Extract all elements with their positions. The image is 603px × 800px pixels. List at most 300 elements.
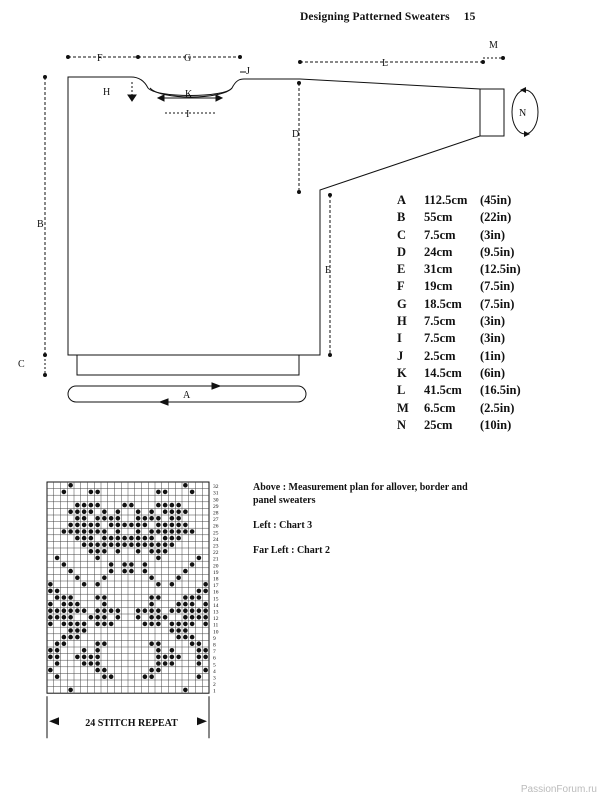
stitch-dot — [48, 608, 53, 613]
stitch-dot — [197, 674, 202, 679]
row-number: 17 — [213, 583, 219, 590]
stitch-dot — [75, 503, 80, 508]
stitch-dot — [136, 615, 141, 620]
stitch-dot — [149, 674, 154, 679]
stitch-dot — [55, 589, 60, 594]
stitch-dot — [102, 674, 107, 679]
stitch-dot — [68, 635, 73, 640]
label-M: M — [489, 40, 498, 51]
label-J: J — [246, 66, 250, 77]
stitch-dot — [203, 608, 208, 613]
stitch-dot — [203, 622, 208, 627]
legend-row: J 2.5cm (1in) — [397, 348, 505, 363]
caption-far-left: Far Left : Chart 2 — [253, 545, 331, 556]
caption-left: Left : Chart 3 — [253, 520, 313, 531]
stitch-dot — [197, 648, 202, 653]
stitch-dot — [136, 516, 141, 521]
stitch-dot — [62, 595, 67, 600]
stitch-dot — [82, 523, 87, 528]
stitch-dot — [163, 661, 168, 666]
stitch-dot — [102, 529, 107, 534]
stitch-dot — [156, 503, 161, 508]
stitch-dot — [109, 542, 114, 547]
stitch-dot — [203, 615, 208, 620]
stitch-dot — [55, 655, 60, 660]
stitch-dot — [197, 556, 202, 561]
stitch-dot — [68, 602, 73, 607]
stitch-dot — [170, 529, 175, 534]
stitch-dot — [136, 542, 141, 547]
legend-row: B 55cm (22in) — [397, 210, 512, 225]
stitch-dot — [82, 529, 87, 534]
stitch-dot — [163, 509, 168, 514]
stitch-dot — [75, 655, 80, 660]
stitch-dot — [82, 516, 87, 521]
stitch-dot — [102, 509, 107, 514]
stitch-dot — [48, 622, 53, 627]
stitch-dot — [109, 569, 114, 574]
stitch-dot — [62, 615, 67, 620]
stitch-dot — [176, 635, 181, 640]
stitch-dot — [170, 536, 175, 541]
stitch-dot — [122, 569, 127, 574]
stitch-dot — [122, 542, 127, 547]
stitch-dot — [183, 628, 188, 633]
stitch-dot — [95, 595, 100, 600]
row-number: 19 — [213, 569, 219, 576]
row-number: 9 — [213, 635, 216, 642]
stitch-dot — [129, 562, 134, 567]
stitch-dot — [82, 542, 87, 547]
stitch-dot — [116, 542, 121, 547]
label-K: K — [185, 89, 193, 100]
row-number: 18 — [213, 576, 219, 583]
stitch-dot — [102, 622, 107, 627]
stitch-dot — [75, 536, 80, 541]
stitch-dot — [156, 622, 161, 627]
stitch-dot — [48, 615, 53, 620]
stitch-dot — [109, 622, 114, 627]
stitch-dot — [136, 536, 141, 541]
stitch-dot — [62, 602, 67, 607]
stitch-dot — [203, 582, 208, 587]
stitch-dot — [163, 549, 168, 554]
stitch-dot — [190, 608, 195, 613]
stitch-dot — [109, 536, 114, 541]
stitch-dot — [62, 562, 67, 567]
stitch-dot — [176, 575, 181, 580]
legend-row: F 19cm (7.5in) — [397, 279, 515, 294]
stitch-dot — [102, 615, 107, 620]
stitch-dot — [89, 529, 94, 534]
stitch-dot — [190, 641, 195, 646]
stitch-dot — [82, 622, 87, 627]
stitch-dot — [75, 575, 80, 580]
stitch-dot — [95, 490, 100, 495]
stitch-dot — [95, 523, 100, 528]
row-number: 3 — [213, 675, 216, 682]
stitch-dot — [129, 542, 134, 547]
legend-row: G 18.5cm (7.5in) — [397, 296, 515, 311]
stitch-dot — [55, 608, 60, 613]
label-B: B — [37, 219, 44, 230]
stitch-dot — [176, 628, 181, 633]
stitch-dot — [82, 661, 87, 666]
stitch-dot — [75, 635, 80, 640]
stitch-dot — [116, 509, 121, 514]
row-number: 16 — [213, 589, 219, 596]
stitch-dot — [82, 509, 87, 514]
stitch-dot — [82, 536, 87, 541]
stitch-dot — [203, 602, 208, 607]
stitch-dot — [190, 490, 195, 495]
row-number: 24 — [213, 536, 219, 543]
stitch-dot — [75, 523, 80, 528]
stitch-dot — [68, 529, 73, 534]
stitch-dot — [48, 655, 53, 660]
stitch-dot — [136, 608, 141, 613]
stitch-dot — [136, 529, 141, 534]
stitch-dot — [190, 529, 195, 534]
stitch-dot — [163, 542, 168, 547]
stitch-dot — [75, 608, 80, 613]
stitch-dot — [170, 655, 175, 660]
stitch-dot — [102, 595, 107, 600]
stitch-dot — [68, 688, 73, 693]
stitch-dot — [116, 516, 121, 521]
stitch-dot — [156, 595, 161, 600]
stitch-dot — [156, 661, 161, 666]
row-number: 13 — [213, 609, 219, 616]
stitch-dot — [95, 668, 100, 673]
stitch-dot — [149, 602, 154, 607]
row-number: 21 — [213, 556, 219, 563]
stitch-dot — [122, 523, 127, 528]
stitch-dot — [176, 523, 181, 528]
stitch-dot — [190, 602, 195, 607]
stitch-dot — [68, 595, 73, 600]
row-number: 32 — [213, 484, 219, 491]
stitch-dot — [68, 523, 73, 528]
stitch-dot — [176, 529, 181, 534]
row-number: 25 — [213, 530, 219, 537]
row-number: 27 — [213, 517, 219, 524]
row-number: 15 — [213, 596, 219, 603]
stitch-repeat-label: 24 STITCH REPEAT — [85, 718, 178, 729]
stitch-dot — [190, 562, 195, 567]
label-A: A — [183, 390, 191, 401]
stitch-dot — [62, 641, 67, 646]
stitch-dot — [95, 622, 100, 627]
stitch-dot — [62, 608, 67, 613]
stitch-dot — [156, 490, 161, 495]
stitch-dot — [183, 608, 188, 613]
stitch-dot — [156, 549, 161, 554]
row-number: 23 — [213, 543, 219, 550]
stitch-dot — [82, 628, 87, 633]
stitch-dot — [197, 589, 202, 594]
stitch-dot — [55, 648, 60, 653]
stitch-dot — [95, 516, 100, 521]
stitch-dot — [143, 516, 148, 521]
stitch-dot — [109, 523, 114, 528]
stitch-dot — [102, 575, 107, 580]
stitch-dot — [176, 602, 181, 607]
row-number: 20 — [213, 563, 219, 570]
row-number: 5 — [213, 662, 216, 669]
stitch-dot — [89, 509, 94, 514]
stitch-dot — [170, 509, 175, 514]
stitch-dot — [156, 641, 161, 646]
stitch-dot — [149, 608, 154, 613]
stitch-dot — [149, 529, 154, 534]
stitch-dot — [190, 595, 195, 600]
stitch-dot — [95, 529, 100, 534]
row-number: 7 — [213, 649, 216, 656]
stitch-dot — [75, 602, 80, 607]
legend-row: I 7.5cm (3in) — [397, 331, 505, 346]
stitch-dot — [149, 622, 154, 627]
stitch-dot — [48, 602, 53, 607]
stitch-dot — [75, 622, 80, 627]
stitch-dot — [149, 575, 154, 580]
stitch-dot — [82, 608, 87, 613]
row-number: 11 — [213, 622, 219, 629]
stitch-dot — [143, 562, 148, 567]
stitch-dot — [163, 503, 168, 508]
stitch-dot — [197, 608, 202, 613]
stitch-dot — [55, 595, 60, 600]
stitch-dot — [75, 529, 80, 534]
stitch-dot — [149, 595, 154, 600]
page-number: 15 — [463, 11, 476, 23]
row-number: 22 — [213, 550, 219, 557]
stitch-dot — [183, 622, 188, 627]
stitch-dot — [143, 608, 148, 613]
row-number: 31 — [213, 490, 219, 497]
stitch-dot — [203, 655, 208, 660]
stitch-dot — [68, 608, 73, 613]
stitch-dot — [156, 608, 161, 613]
stitch-dot — [48, 668, 53, 673]
stitch-dot — [116, 549, 121, 554]
stitch-dot — [62, 622, 67, 627]
stitch-dot — [149, 516, 154, 521]
stitch-dot — [95, 582, 100, 587]
stitch-dot — [143, 542, 148, 547]
stitch-dot — [156, 556, 161, 561]
stitch-dot — [116, 608, 121, 613]
stitch-dot — [170, 608, 175, 613]
row-number: 2 — [213, 682, 216, 689]
stitch-dot — [102, 641, 107, 646]
stitch-dot — [183, 688, 188, 693]
stitch-dot — [136, 509, 141, 514]
stitch-dot — [183, 569, 188, 574]
label-I: I — [186, 109, 190, 120]
stitch-dot — [149, 536, 154, 541]
stitch-dot — [89, 661, 94, 666]
label-F: F — [97, 53, 103, 64]
stitch-dot — [95, 655, 100, 660]
stitch-dot — [183, 635, 188, 640]
stitch-dot — [122, 562, 127, 567]
stitch-dot — [89, 655, 94, 660]
label-N: N — [519, 108, 527, 119]
stitch-dot — [62, 490, 67, 495]
stitch-dot — [82, 648, 87, 653]
stitch-dot — [95, 648, 100, 653]
stitch-dot — [68, 483, 73, 488]
stitch-dot — [176, 655, 181, 660]
stitch-dot — [82, 503, 87, 508]
stitch-dot — [149, 542, 154, 547]
row-number: 29 — [213, 503, 219, 510]
caption-block — [253, 481, 493, 569]
stitch-dot — [149, 509, 154, 514]
row-number: 8 — [213, 642, 216, 649]
legend-row: K 14.5cm (6in) — [397, 365, 505, 380]
stitch-dot — [129, 523, 134, 528]
stitch-dot — [156, 523, 161, 528]
label-C: C — [18, 359, 25, 370]
stitch-dot — [55, 615, 60, 620]
stitch-dot — [109, 516, 114, 521]
stitch-dot — [102, 602, 107, 607]
stitch-dot — [82, 582, 87, 587]
stitch-dot — [82, 655, 87, 660]
stitch-dot — [95, 542, 100, 547]
stitch-dot — [136, 523, 141, 528]
stitch-dot — [183, 615, 188, 620]
stitch-dot — [163, 490, 168, 495]
stitch-dot — [183, 523, 188, 528]
row-number: 30 — [213, 497, 219, 504]
label-L: L — [382, 58, 389, 69]
stitch-dot — [190, 615, 195, 620]
stitch-dot — [129, 536, 134, 541]
stitch-dot — [143, 569, 148, 574]
row-number: 12 — [213, 616, 219, 623]
stitch-dot — [163, 655, 168, 660]
stitch-dot — [75, 516, 80, 521]
stitch-dot — [95, 503, 100, 508]
stitch-dot — [149, 641, 154, 646]
stitch-dot — [156, 655, 161, 660]
stitch-dot — [95, 661, 100, 666]
stitch-dot — [48, 589, 53, 594]
stitch-dot — [116, 536, 121, 541]
stitch-dot — [156, 529, 161, 534]
label-D: D — [292, 129, 300, 140]
caption-above: Above : Measurement plan for allover, border and panel sweaters — [253, 482, 468, 506]
stitch-dot — [136, 549, 141, 554]
stitch-dot — [109, 608, 114, 613]
stitch-dot — [102, 549, 107, 554]
stitch-dot — [197, 615, 202, 620]
stitch-dot — [116, 529, 121, 534]
label-H: H — [103, 87, 111, 98]
stitch-dot — [102, 542, 107, 547]
stitch-dot — [143, 674, 148, 679]
stitch-dot — [183, 483, 188, 488]
stitch-dot — [95, 608, 100, 613]
stitch-dot — [68, 509, 73, 514]
stitch-dot — [129, 503, 134, 508]
stitch-dot — [102, 516, 107, 521]
label-G: G — [184, 53, 192, 64]
stitch-dot — [170, 516, 175, 521]
stitch-dot — [203, 668, 208, 673]
stitch-dot — [102, 536, 107, 541]
stitch-dot — [197, 595, 202, 600]
stitch-dot — [176, 509, 181, 514]
stitch-dot — [156, 516, 161, 521]
row-number: 14 — [213, 602, 219, 609]
stitch-dot — [95, 549, 100, 554]
stitch-dot — [170, 628, 175, 633]
legend-row: M 6.5cm (2.5in) — [397, 400, 515, 415]
stitch-dot — [176, 536, 181, 541]
stitch-dot — [163, 536, 168, 541]
stitch-dot — [89, 523, 94, 528]
stitch-dot — [190, 635, 195, 640]
stitch-dot — [170, 661, 175, 666]
stitch-dot — [68, 615, 73, 620]
stitch-dot — [68, 569, 73, 574]
stitch-dot — [75, 628, 80, 633]
stitch-dot — [197, 641, 202, 646]
stitch-dot — [143, 523, 148, 528]
label-E: E — [325, 265, 332, 276]
stitch-dot — [109, 674, 114, 679]
stitch-dot — [163, 615, 168, 620]
stitch-dot — [203, 648, 208, 653]
row-number: 1 — [213, 688, 216, 695]
stitch-dot — [183, 529, 188, 534]
stitch-dot — [109, 562, 114, 567]
stitch-dot — [122, 536, 127, 541]
stitch-dot — [197, 661, 202, 666]
stitch-dot — [183, 602, 188, 607]
stitch-dot — [89, 549, 94, 554]
legend-row: C 7.5cm (3in) — [397, 227, 505, 242]
row-number: 26 — [213, 523, 219, 530]
stitch-dot — [176, 608, 181, 613]
stitch-dot — [156, 648, 161, 653]
stitch-dot — [129, 569, 134, 574]
stitch-dot — [170, 523, 175, 528]
stitch-dot — [75, 509, 80, 514]
stitch-dot — [68, 628, 73, 633]
stitch-dot — [183, 595, 188, 600]
stitch-dot — [163, 523, 168, 528]
stitch-dot — [89, 542, 94, 547]
stitch-dot — [68, 622, 73, 627]
stitch-dot — [203, 589, 208, 594]
stitch-dot — [170, 648, 175, 653]
stitch-dot — [122, 503, 127, 508]
stitch-dot — [95, 556, 100, 561]
stitch-dot — [89, 503, 94, 508]
row-number: 4 — [213, 668, 216, 675]
stitch-dot — [156, 582, 161, 587]
stitch-dot — [62, 635, 67, 640]
row-number: 28 — [213, 510, 219, 517]
stitch-dot — [176, 622, 181, 627]
stitch-dot — [149, 668, 154, 673]
stitch-dot — [156, 615, 161, 620]
